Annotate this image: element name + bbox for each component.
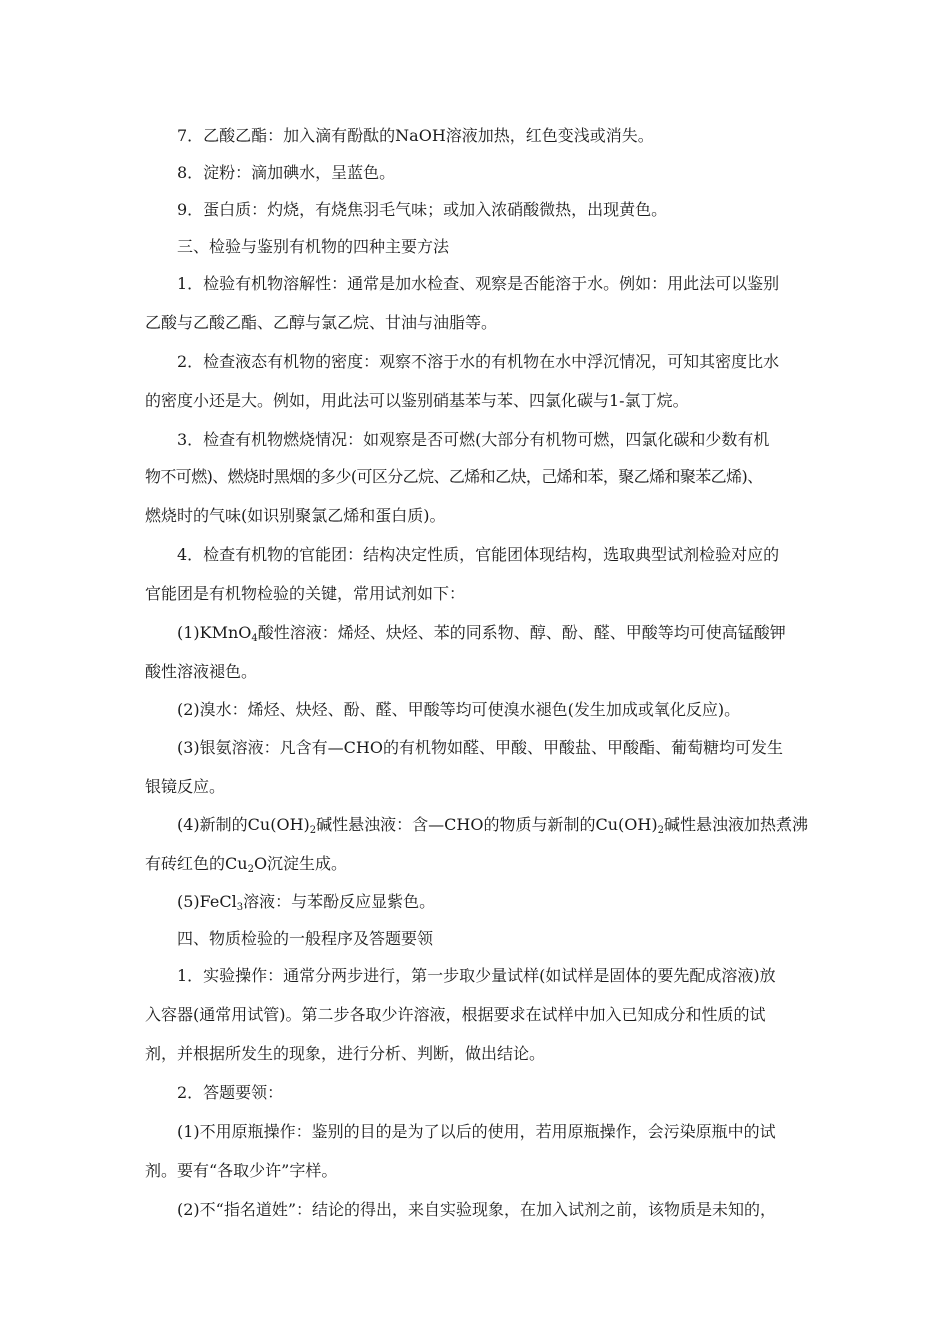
paragraph-line [177,620,786,646]
paragraph-line: 7．乙酸乙酯：加入滴有酚酞的NaOH溶液加热，红色变浅或消失。 [177,126,654,145]
paragraph-line: 入容器(通常用试管)。第二步各取少许溶液，根据要求在试样中加入已知成分和性质的试 [145,1005,766,1024]
paragraph-line: 4．检查有机物的官能团：结构决定性质，官能团体现结构，选取典型试剂检验对应的 [177,545,780,564]
text-run: 溶液：与苯酚反应显紫色。 [243,892,436,911]
paragraph-line: 9．蛋白质：灼烧，有烧焦羽毛气味；或加入浓硝酸微热，出现黄色。 [177,200,668,219]
paragraph-line: 8．淀粉：滴加碘水，呈蓝色。 [177,163,396,182]
paragraph-line: (2)溴水：烯烃、炔烃、酚、醛、甲酸等均可使溴水褪色(发生加成或氧化反应)。 [177,700,741,719]
paragraph-line: 的密度小还是大。例如，用此法可以鉴别硝基苯与苯、四氯化碳与1-氯丁烷。 [145,391,689,410]
text-run: 碱性悬浊液加热煮沸 [663,815,808,834]
paragraph-line: 剂，并根据所发生的现象，进行分析、判断，做出结论。 [145,1044,546,1063]
subscript: 2 [657,825,664,836]
paragraph-line [177,812,808,838]
subscript: 2 [309,825,317,836]
section-heading: 三、检验与鉴别有机物的四种主要方法 [177,237,450,256]
paragraph-line: 2．检查液态有机物的密度：观察不溶于水的有机物在水中浮沉情况，可知其密度比水 [177,352,780,371]
paragraph-line: 3．检查有机物燃烧情况：如观察是否可燃(大部分有机物可燃，四氯化碳和少数有机 [177,430,770,449]
text-run: (1)KMnO [177,623,252,642]
paragraph-line: (2)不“指名道姓”：结论的得出，来自实验现象，在加入试剂之前，该物质是未知的， [177,1200,777,1219]
text-run: 酸性溶液：烯烃、炔烃、苯的同系物、醇、酚、醛、甲酸等均可使高锰酸钾 [257,623,786,642]
paragraph-line: 剂。要有“各取少许”字样。 [145,1161,338,1180]
paragraph-line [145,851,347,877]
paragraph-line: 物不可燃)、燃烧时黑烟的多少(可区分乙烷、乙烯和乙炔，己烯和苯，聚乙烯和聚苯乙烯)、 [145,467,763,486]
paragraph-line: 官能团是有机物检验的关键，常用试剂如下： [145,584,466,603]
text-run: 碱性悬浊液：含—CHO的物质与新制的Cu(OH) [316,815,658,834]
paragraph-line: (3)银氨溶液：凡含有—CHO的有机物如醛、甲酸、甲酸盐、甲酸酯、葡萄糖均可发生 [177,738,783,757]
subscript: 4 [251,633,258,644]
paragraph-line: 银镜反应。 [145,777,226,796]
section-heading: 四、物质检验的一般程序及答题要领 [177,929,434,948]
paragraph-line: 燃烧时的气味(如识别聚氯乙烯和蛋白质)。 [145,506,446,525]
subscript: 3 [236,902,244,913]
subscript: 2 [247,864,254,875]
text-run: (5)FeCl [177,892,237,911]
paragraph-line: (1)不用原瓶操作：鉴别的目的是为了以后的使用，若用原瓶操作，会污染原瓶中的试 [177,1122,776,1141]
paragraph-line: 2．答题要领： [177,1083,284,1102]
text-run: O沉淀生成。 [253,854,348,873]
paragraph-line: 乙酸与乙酸乙酯、乙醇与氯乙烷、甘油与油脂等。 [145,313,498,332]
paragraph-line [177,889,435,915]
text-run: 有砖红色的Cu [145,854,248,873]
paragraph-line: 酸性溶液褪色。 [145,662,258,681]
paragraph-line: 1．实验操作：通常分两步进行，第一步取少量试样(如试样是固体的要先配成溶液)放 [177,966,776,985]
paragraph-line: 1．检验有机物溶解性：通常是加水检查、观察是否能溶于水。例如：用此法可以鉴别 [177,274,780,293]
text-run: (4)新制的Cu(OH) [177,815,310,834]
